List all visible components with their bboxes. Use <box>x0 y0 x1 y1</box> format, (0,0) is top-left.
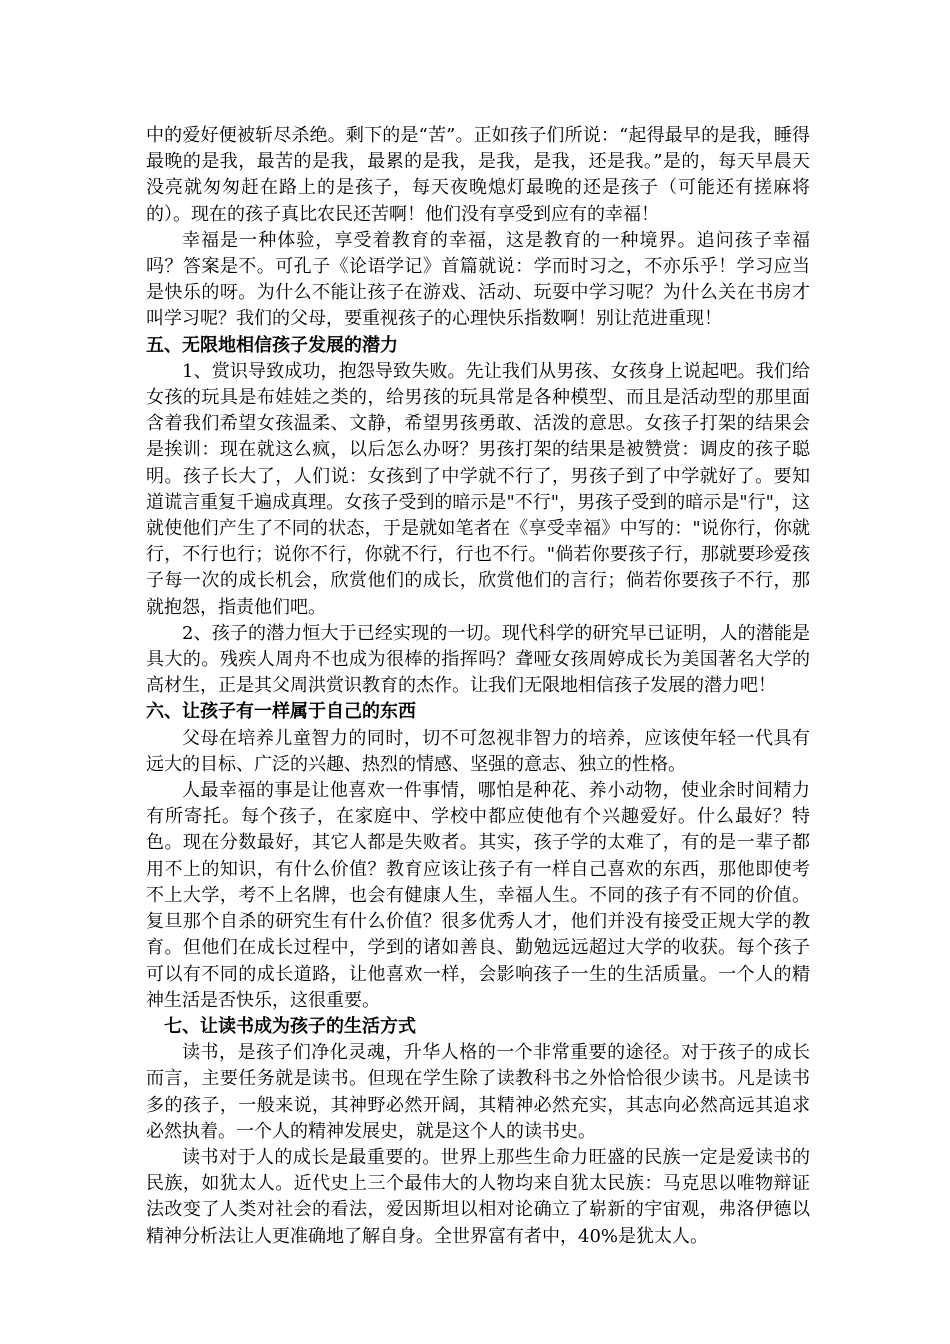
paragraph: 幸福是一种体验，享受着教育的幸福，这是教育的一种境界。追问孩子幸福吗？答案是不。可孔子《论语学记》首篇就说：学而时习之，不亦乐乎！学习应当是快乐的呀。为什么不能让孩子在游戏、活动、玩耍中学习呢？为什么关在书房才叫学习呢？我们的父母，要重视孩子的心理快乐指数啊！别让范进重现！ <box>146 229 810 330</box>
paragraph: 中的爱好便被斩尽杀绝。剩下的是“苦”。正如孩子们所说：“起得最早的是我，睡得最晚的是我，最苦的是我，最累的是我，是我，是我，还是我。”是的，每天早晨天没亮就匆匆赶在路上的是孩子，每天夜晚熄灯最晚的还是孩子（可能还有搓麻将的）。现在的孩子真比农民还苦啊！他们没有享受到应有的幸福！ <box>146 125 810 225</box>
paragraph: 人最幸福的事是让他喜欢一件事情，哪怕是种花、养小动物，使业余时间精力有所寄托。每个孩子，在家庭中、学校中都应使他有个兴趣爱好。什么最好？特色。现在分数最好，其它人都是失败者。其实，孩子学的太难了，有的是一辈子都用不上的知识，有什么价值？教育应该让孩子有一样自己喜欢的东西，那他即使考不上大学，考不上名牌，也会有健康人生，幸福人生。不同的孩子有不同的价值。复旦那个自杀的研究生有什么价值？很多优秀人才，他们并没有接受正规大学的教育。但他们在成长过程中，学到的诸如善良、勤勉远远超过大学的收获。每个孩子可以有不同的成长道路，让他喜欢一样，会影响孩子一生的生活质量。一个人的精神生活是否快乐，这很重要。 <box>146 780 810 1011</box>
section-heading-6: 六、让孩子有一样属于自己的东西 <box>146 701 416 723</box>
paragraph: 父母在培养儿童智力的同时，切不可忽视非智力的培养，应该使年轻一代具有远大的目标、广泛的兴趣、热烈的情感、坚强的意志、独立的性格。 <box>146 727 810 775</box>
paragraph: 读书对于人的成长是最重要的。世界上那些生命力旺盛的民族一定是爱读书的民族，如犹太人。近代史上三个最伟大的人物均来自犹太民族：马克思以唯物辩证法改变了人类对社会的看法，爱因斯坦以相对论确立了崭新的宇宙观，弗洛伊德以精神分析法让人更准确地了解自身。全世界富有者中，40%是犹太人。 <box>146 1146 810 1247</box>
paragraph: 读书，是孩子们净化灵魂，升华人格的一个非常重要的途径。对于孩子的成长而言，主要任务就是读书。但现在学生除了读教科书之外恰恰很少读书。凡是读书多的孩子，一般来说，其神野必然开阔，其精神必然充实，其志向必然高远其追求必然执着。一个人的精神发展史，就是这个人的读书史。 <box>146 1042 810 1142</box>
section-heading-7: 七、让读书成为孩子的生活方式 <box>164 1015 416 1037</box>
section-heading-5: 五、无限地相信孩子发展的潜力 <box>146 334 398 356</box>
paragraph: 2、孩子的潜力恒大于已经实现的一切。现代科学的研究早已证明，人的潜能是具大的。残疾人周舟不也成为很棒的指挥吗？聋哑女孩周婷成长为美国著名大学的高材生，正是其父周洪赏识教育的杰作。让我们无限地相信孩子发展的潜力吧！ <box>146 622 810 697</box>
paragraph: 1、赏识导致成功，抱怨导致失败。先让我们从男孩、女孩身上说起吧。我们给女孩的玩具是布娃娃之类的，给男孩的玩具常是各种模型、而且是活动型的那里面含着我们希望女孩温柔、文静，希望男孩勇敢、活泼的意思。女孩子打架的结果会是挨训：现在就这么疯，以后怎么办呀？男孩打架的结果是被赞赏：调皮的孩子聪明。孩子长大了，人们说：女孩到了中学就不行了，男孩子到了中学就好了。要知道谎言重复千遍成真理。女孩子受到的暗示是"不行"，男孩子受到的暗示是"行"，这就使他们产生了不同的状态，于是就如笔者在《享受幸福》中写的："说你行，你就行，不行也行；说你不行，你就不行，行也不行。"倘若你要孩子行，那就要珍爱孩子每一次的成长机会，欣赏他们的成长，欣赏他们的言行；倘若你要孩子不行，那就抱怨，指责他们吧。 <box>146 360 810 618</box>
document-page <box>146 123 810 1250</box>
